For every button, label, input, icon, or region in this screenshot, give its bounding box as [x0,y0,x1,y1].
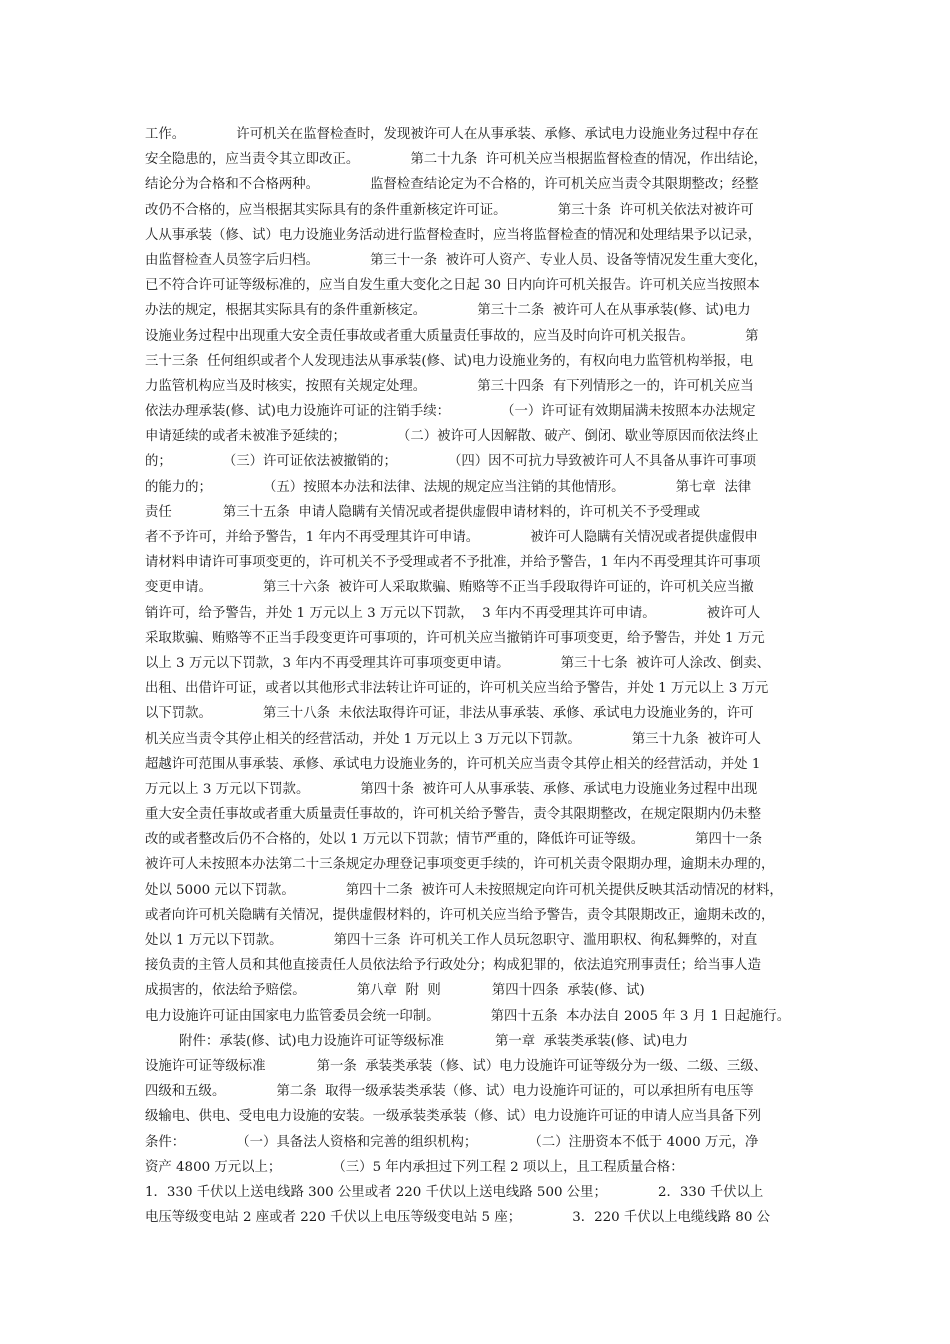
text-line: 办法的规定，根据其实际具有的条件重新核定。 第三十二条 被许可人在从事承装(修、试)电力 [145,303,751,319]
text-line: 条件： （一）具备法人资格和完善的组织机构； （二）注册资本不低于 4000 万元，净 [145,1134,759,1150]
document-body [145,122,810,1230]
text-line: 人从事承装（修、试）电力设施业务活动进行监督检查时，应当将监督检查的情况和处理结果予以记录， [145,227,761,243]
text-line: 被许可人未按照本办法第二十三条规定办理登记事项变更手续的，许可机关责令限期办理，逾期未办理的， [145,857,775,873]
text-line: 四级和五级。 第二条 取得一级承装类承装（修、试）电力设施许可证的，可以承担所有电压等 [145,1084,754,1100]
text-line: 处以 5000 元以下罚款。 第四十二条 被许可人未按照规定向许可机关提供反映其活动情况的材料， [145,882,783,898]
text-line: 级输电、供电、受电电力设施的安装。一级承装类承装（修、试）电力设施许可证的申请人应当具备下列 [145,1109,761,1125]
text-line: 已不符合许可证等级标准的，应当自发生重大变化之日起 30 日内向许可机关报告。许可机关应当按照本 [145,278,760,294]
text-line: 或者向许可机关隐瞒有关情况，提供虚假材料的，许可机关应当给予警告，责令其限期改正，逾期未改的， [145,907,775,923]
text-line: 的； （三）许可证依法被撤销的； （四）因不可抗力导致被许可人不具备从事许可事项 [145,454,756,470]
text-line: 超越许可范围从事承装、承修、承试电力设施业务的，许可机关应当责令其停止相关的经营活动，并处 1 [145,756,761,772]
text-line: 接负责的主管人员和其他直接责任人员依法给予行政处分；构成犯罪的，依法追究刑事责任；给当事人造 [145,958,761,974]
text-line: 改仍不合格的，应当根据其实际具有的条件重新核定许可证。 第三十条 许可机关依法对被许可 [145,202,754,218]
text-line: 机关应当责令其停止相关的经营活动，并处 1 万元以上 3 万元以下罚款。 第三十九条 被许可人 [145,731,761,747]
text-line: 变更申请。 第三十六条 被许可人采取欺骗、贿赂等不正当手段取得许可证的，许可机关应当撤 [145,580,754,596]
text-line: 设施业务过程中出现重大安全责任事故或者重大质量责任事故的，应当及时向许可机关报告。 第 [145,328,759,344]
text-line: 成损害的，依法给予赔偿。 第八章 附 则 第四十四条 承装(修、试) [145,983,645,999]
text-line: 附件：承装(修、试)电力设施许可证等级标准 第一章 承装类承装(修、试)电力 [145,1033,689,1049]
text-line: 者不予许可，并给予警告，1 年内不再受理其许可申请。 被许可人隐瞒有关情况或者提供虚假申 [145,530,758,545]
text-line: 电压等级变电站 2 座或者 220 千伏以上电压等级变电站 5 座； 3．220 千伏以上电缆线路 80 公 [145,1210,770,1226]
text-line: 出租、出借许可证，或者以其他形式非法转让许可证的，许可机关应当给予警告，并处 1 万元以上 3 万元 [145,681,769,697]
text-line: 三十三条 任何组织或者个人发现违法从事承装(修、试)电力设施业务的，有权向电力监管机构举报，电 [145,353,754,369]
text-line: 以上 3 万元以下罚款，3 年内不再受理其许可事项变更申请。 第三十七条 被许可人涂改、倒卖、 [145,655,771,671]
text-line: 电力设施许可证由国家电力监管委员会统一印制。 第四十五条 本办法自 2005 年 3 月 1 日起施行。 [145,1008,791,1024]
text-line: 1．330 千伏以上送电线路 300 公里或者 220 千伏以上送电线路 500 公里； 2．330 千伏以上 [145,1184,764,1200]
text-line: 安全隐患的，应当责令其立即改正。 第二十九条 许可机关应当根据监督检查的情况，作出结论， [145,152,767,168]
text-line: 力监管机构应当及时核实，按照有关规定处理。 第三十四条 有下列情形之一的，许可机关应当 [145,378,754,394]
text-line: 依法办理承装(修、试)电力设施许可证的注销手续： （一）许可证有效期届满未按照本办法规定 [145,404,756,420]
text-line: 处以 1 万元以下罚款。 第四十三条 许可机关工作人员玩忽职守、滥用职权、徇私舞弊的，对直 [145,933,758,948]
text-line: 工作。 许可机关在监督检查时，发现被许可人在从事承装、承修、承试电力设施业务过程中存在 [145,127,759,142]
text-line: 改的或者整改后仍不合格的，处以 1 万元以下罚款；情节严重的，降低许可证等级。 第四十一条 [145,832,763,848]
text-line: 以下罚款。 第三十八条 未依法取得许可证，非法从事承装、承修、承试电力设施业务的，许可 [145,706,754,722]
text-line: 由监督检查人员签字后归档。 第三十一条 被许可人资产、专业人员、设备等情况发生重大变化， [145,252,767,268]
text-line: 请材料申请许可事项变更的，许可机关不予受理或者不予批准，并给予警告，1 年内不再受理其许可事项 [145,555,761,571]
text-line: 结论分为合格和不合格两种。 监督检查结论定为不合格的，许可机关应当责令其限期整改；经整 [145,177,759,193]
text-line: 的能力的； （五）按照本办法和法律、法规的规定应当注销的其他情形。 第七章 法律 [145,479,752,495]
text-line: 资产 4800 万元以上； （三）5 年内承担过下列工程 2 项以上，且工程质量合格： [145,1159,684,1175]
text-line: 采取欺骗、贿赂等不正当手段变更许可事项的，许可机关应当撤销许可事项变更，给予警告，并处 1 万元 [145,630,765,646]
text-line: 责任 第三十五条 申请人隐瞒有关情况或者提供虚假申请材料的，许可机关不予受理或 [145,504,701,520]
text-line: 重大安全责任事故或者重大质量责任事故的，许可机关给予警告，责令其限期整改，在规定限期内仍未整 [145,807,761,823]
text-line: 万元以上 3 万元以下罚款。 第四十条 被许可人从事承装、承修、承试电力设施业务过程中出现 [145,781,758,797]
text-line: 设施许可证等级标准 第一条 承装类承装（修、试）电力设施许可证等级分为一级、二级、三级、 [145,1058,767,1074]
text-line: 销许可，给予警告，并处 1 万元以上 3 万元以下罚款， 3 年内不再受理其许可申请。 被许可人 [145,605,761,621]
text-line: 申请延续的或者未被准予延续的； （二）被许可人因解散、破产、倒闭、歇业等原因而依法终止 [145,429,759,445]
